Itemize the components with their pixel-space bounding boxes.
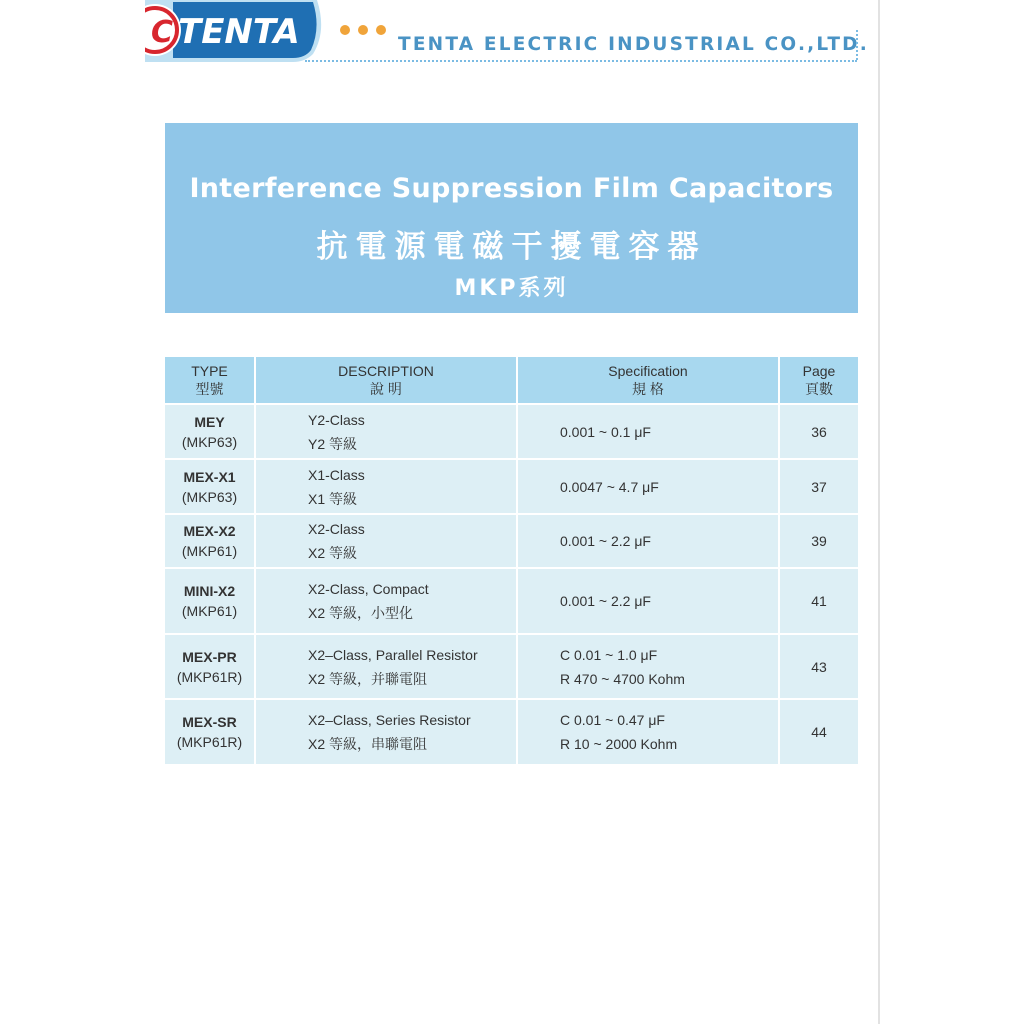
cell-page: 37: [780, 460, 858, 515]
cell-description: X2–Class, Series Resistor X2 等級，串聯電阻: [256, 700, 518, 766]
cell-page: 39: [780, 515, 858, 569]
product-table: [165, 357, 858, 766]
cell-specification: 0.0047 ~ 4.7 μF: [518, 460, 780, 515]
cell-page: 41: [780, 569, 858, 635]
header-type: TYPE 型號: [165, 357, 256, 405]
table-row: [165, 700, 858, 766]
cell-description: X2–Class, Parallel Resistor X2 等級，并聯電阻: [256, 635, 518, 700]
header-divider: [305, 60, 857, 62]
header-specification: Specification 規 格: [518, 357, 780, 405]
title-banner: [165, 123, 858, 313]
header-page: Page 頁數: [780, 357, 858, 405]
cell-page: 36: [780, 405, 858, 460]
dot-icon: [376, 25, 386, 35]
cell-description: Y2-Class Y2 等級: [256, 405, 518, 460]
header-divider-vertical: [856, 30, 858, 60]
cell-specification: C 0.01 ~ 0.47 μF R 10 ~ 2000 Kohm: [518, 700, 780, 766]
header-description: DESCRIPTION 說 明: [256, 357, 518, 405]
cell-specification: 0.001 ~ 0.1 μF: [518, 405, 780, 460]
cell-description: X1-Class X1 等級: [256, 460, 518, 515]
svg-text:C: C: [151, 15, 174, 50]
cell-type: MEX-X1 (MKP63): [165, 460, 256, 515]
cell-type: MEX-PR (MKP61R): [165, 635, 256, 700]
table-row: [165, 569, 858, 635]
company-name: TENTA ELECTRIC INDUSTRIAL CO.,LTD.: [398, 34, 869, 55]
tenta-logo: [145, 0, 323, 62]
cell-specification: 0.001 ~ 2.2 μF: [518, 515, 780, 569]
cell-description: X2-Class, Compact X2 等級，小型化: [256, 569, 518, 635]
cell-type: MEY (MKP63): [165, 405, 256, 460]
table-header-row: [165, 357, 858, 405]
page-margin: [880, 0, 1024, 1024]
cell-type: MEX-X2 (MKP61): [165, 515, 256, 569]
logo-text: TENTA: [178, 12, 300, 52]
dot-icon: [358, 25, 368, 35]
banner-title: Interference Suppression Film Capacitors: [189, 173, 834, 204]
cell-type: MINI-X2 (MKP61): [165, 569, 256, 635]
cell-type: MEX-SR (MKP61R): [165, 700, 256, 766]
banner-subtitle: 抗電源電磁干擾電容器: [316, 229, 707, 265]
table-row: [165, 635, 858, 700]
cell-specification: C 0.01 ~ 1.0 μF R 470 ~ 4700 Kohm: [518, 635, 780, 700]
decorative-dots: [340, 25, 386, 35]
table-row: [165, 460, 858, 515]
cell-page: 43: [780, 635, 858, 700]
table-row: [165, 515, 858, 569]
banner-series: MKP系列: [454, 276, 569, 301]
dot-icon: [340, 25, 350, 35]
cell-page: 44: [780, 700, 858, 766]
cell-specification: 0.001 ~ 2.2 μF: [518, 569, 780, 635]
table-row: [165, 405, 858, 460]
cell-description: X2-Class X2 等級: [256, 515, 518, 569]
